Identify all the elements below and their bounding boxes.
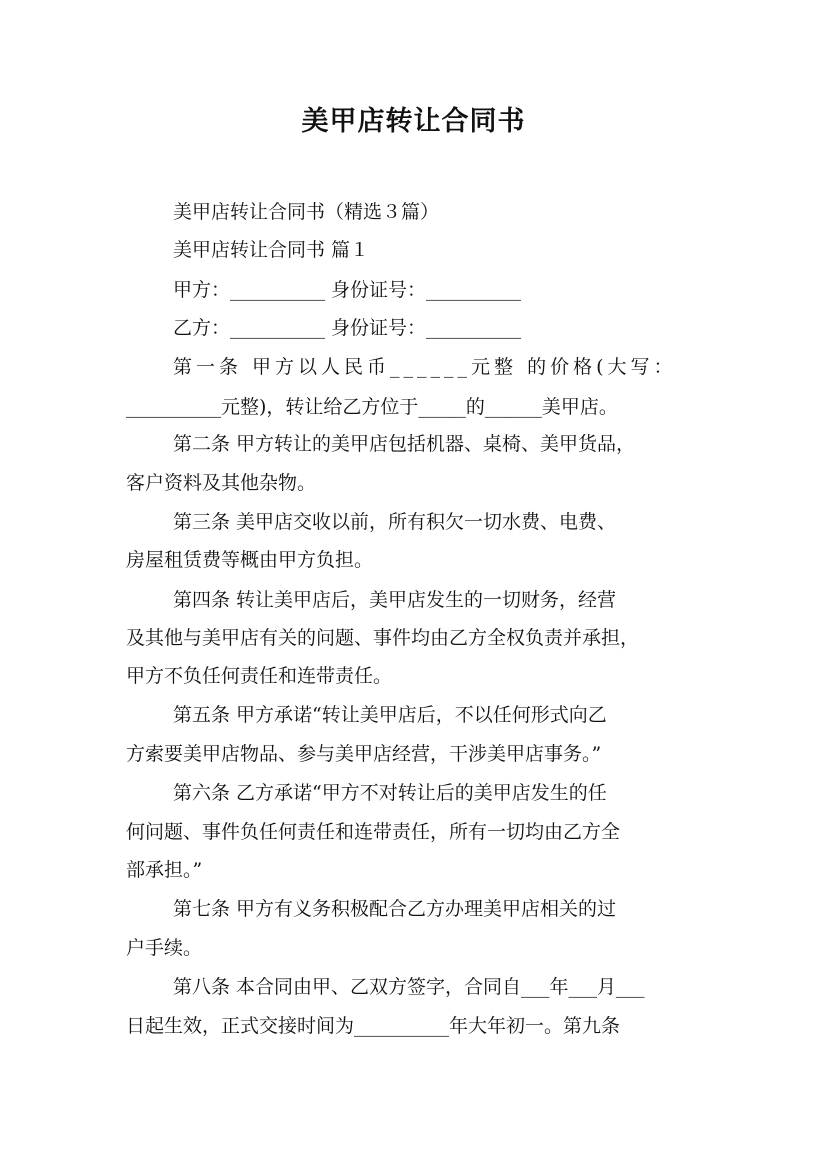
article-2-line-1: 第二条 甲方转让的美甲店包括机器、桌椅、美甲货品， [173, 433, 636, 455]
document-title: 美甲店转让合同书 [301, 106, 526, 137]
article-8-line-1: 第八条 本合同由甲、乙双方签字，合同自___年___月___ [173, 976, 645, 998]
article-3-line-2: 房屋租赁费等概由甲方负担。 [126, 549, 374, 571]
article-7-line-1: 第七条 甲方有义务积极配合乙方办理美甲店相关的过 [173, 898, 617, 920]
article-1-line-1: 第一条 甲方以人民币______元整 的价格(大写： [173, 356, 677, 378]
article-4-line-3: 甲方不负任何责任和连带责任。 [126, 665, 393, 687]
party-b-line: 乙方：__________ 身份证号：__________ [173, 317, 522, 339]
subtitle-line: 美甲店转让合同书（精选３篇） [173, 201, 440, 223]
article-1-line-2: __________元整)，转让给乙方位于_____的______美甲店。 [126, 396, 618, 418]
article-6-line-3: 部承担。” [126, 859, 203, 881]
article-6-line-2: 何问题、事件负任何责任和连带责任，所有一切均由乙方全 [126, 821, 621, 843]
article-6-line-1: 第六条 乙方承诺“甲方不对转让后的美甲店发生的任 [173, 782, 607, 804]
party-a-line: 甲方：__________ 身份证号：__________ [173, 279, 522, 301]
section-heading: 美甲店转让合同书 篇１ [173, 239, 370, 261]
article-4-line-2: 及其他与美甲店有关的问题、事件均由乙方全权负责并承担， [126, 627, 640, 649]
article-4-line-1: 第四条 转让美甲店后，美甲店发生的一切财务，经营 [173, 589, 617, 611]
article-8-line-2: 日起生效，正式交接时间为__________年大年初一。第九条 [126, 1015, 621, 1037]
article-7-line-2: 户手续。 [126, 937, 203, 959]
article-5-line-2: 方索要美甲店物品、参与美甲店经营，干涉美甲店事务。” [126, 743, 602, 765]
article-3-line-1: 第三条 美甲店交收以前，所有积欠一切水费、电费、 [173, 511, 617, 533]
article-2-line-2: 客户资料及其他杂物。 [126, 472, 317, 494]
article-5-line-1: 第五条 甲方承诺“转让美甲店后，不以任何形式向乙 [173, 704, 607, 726]
